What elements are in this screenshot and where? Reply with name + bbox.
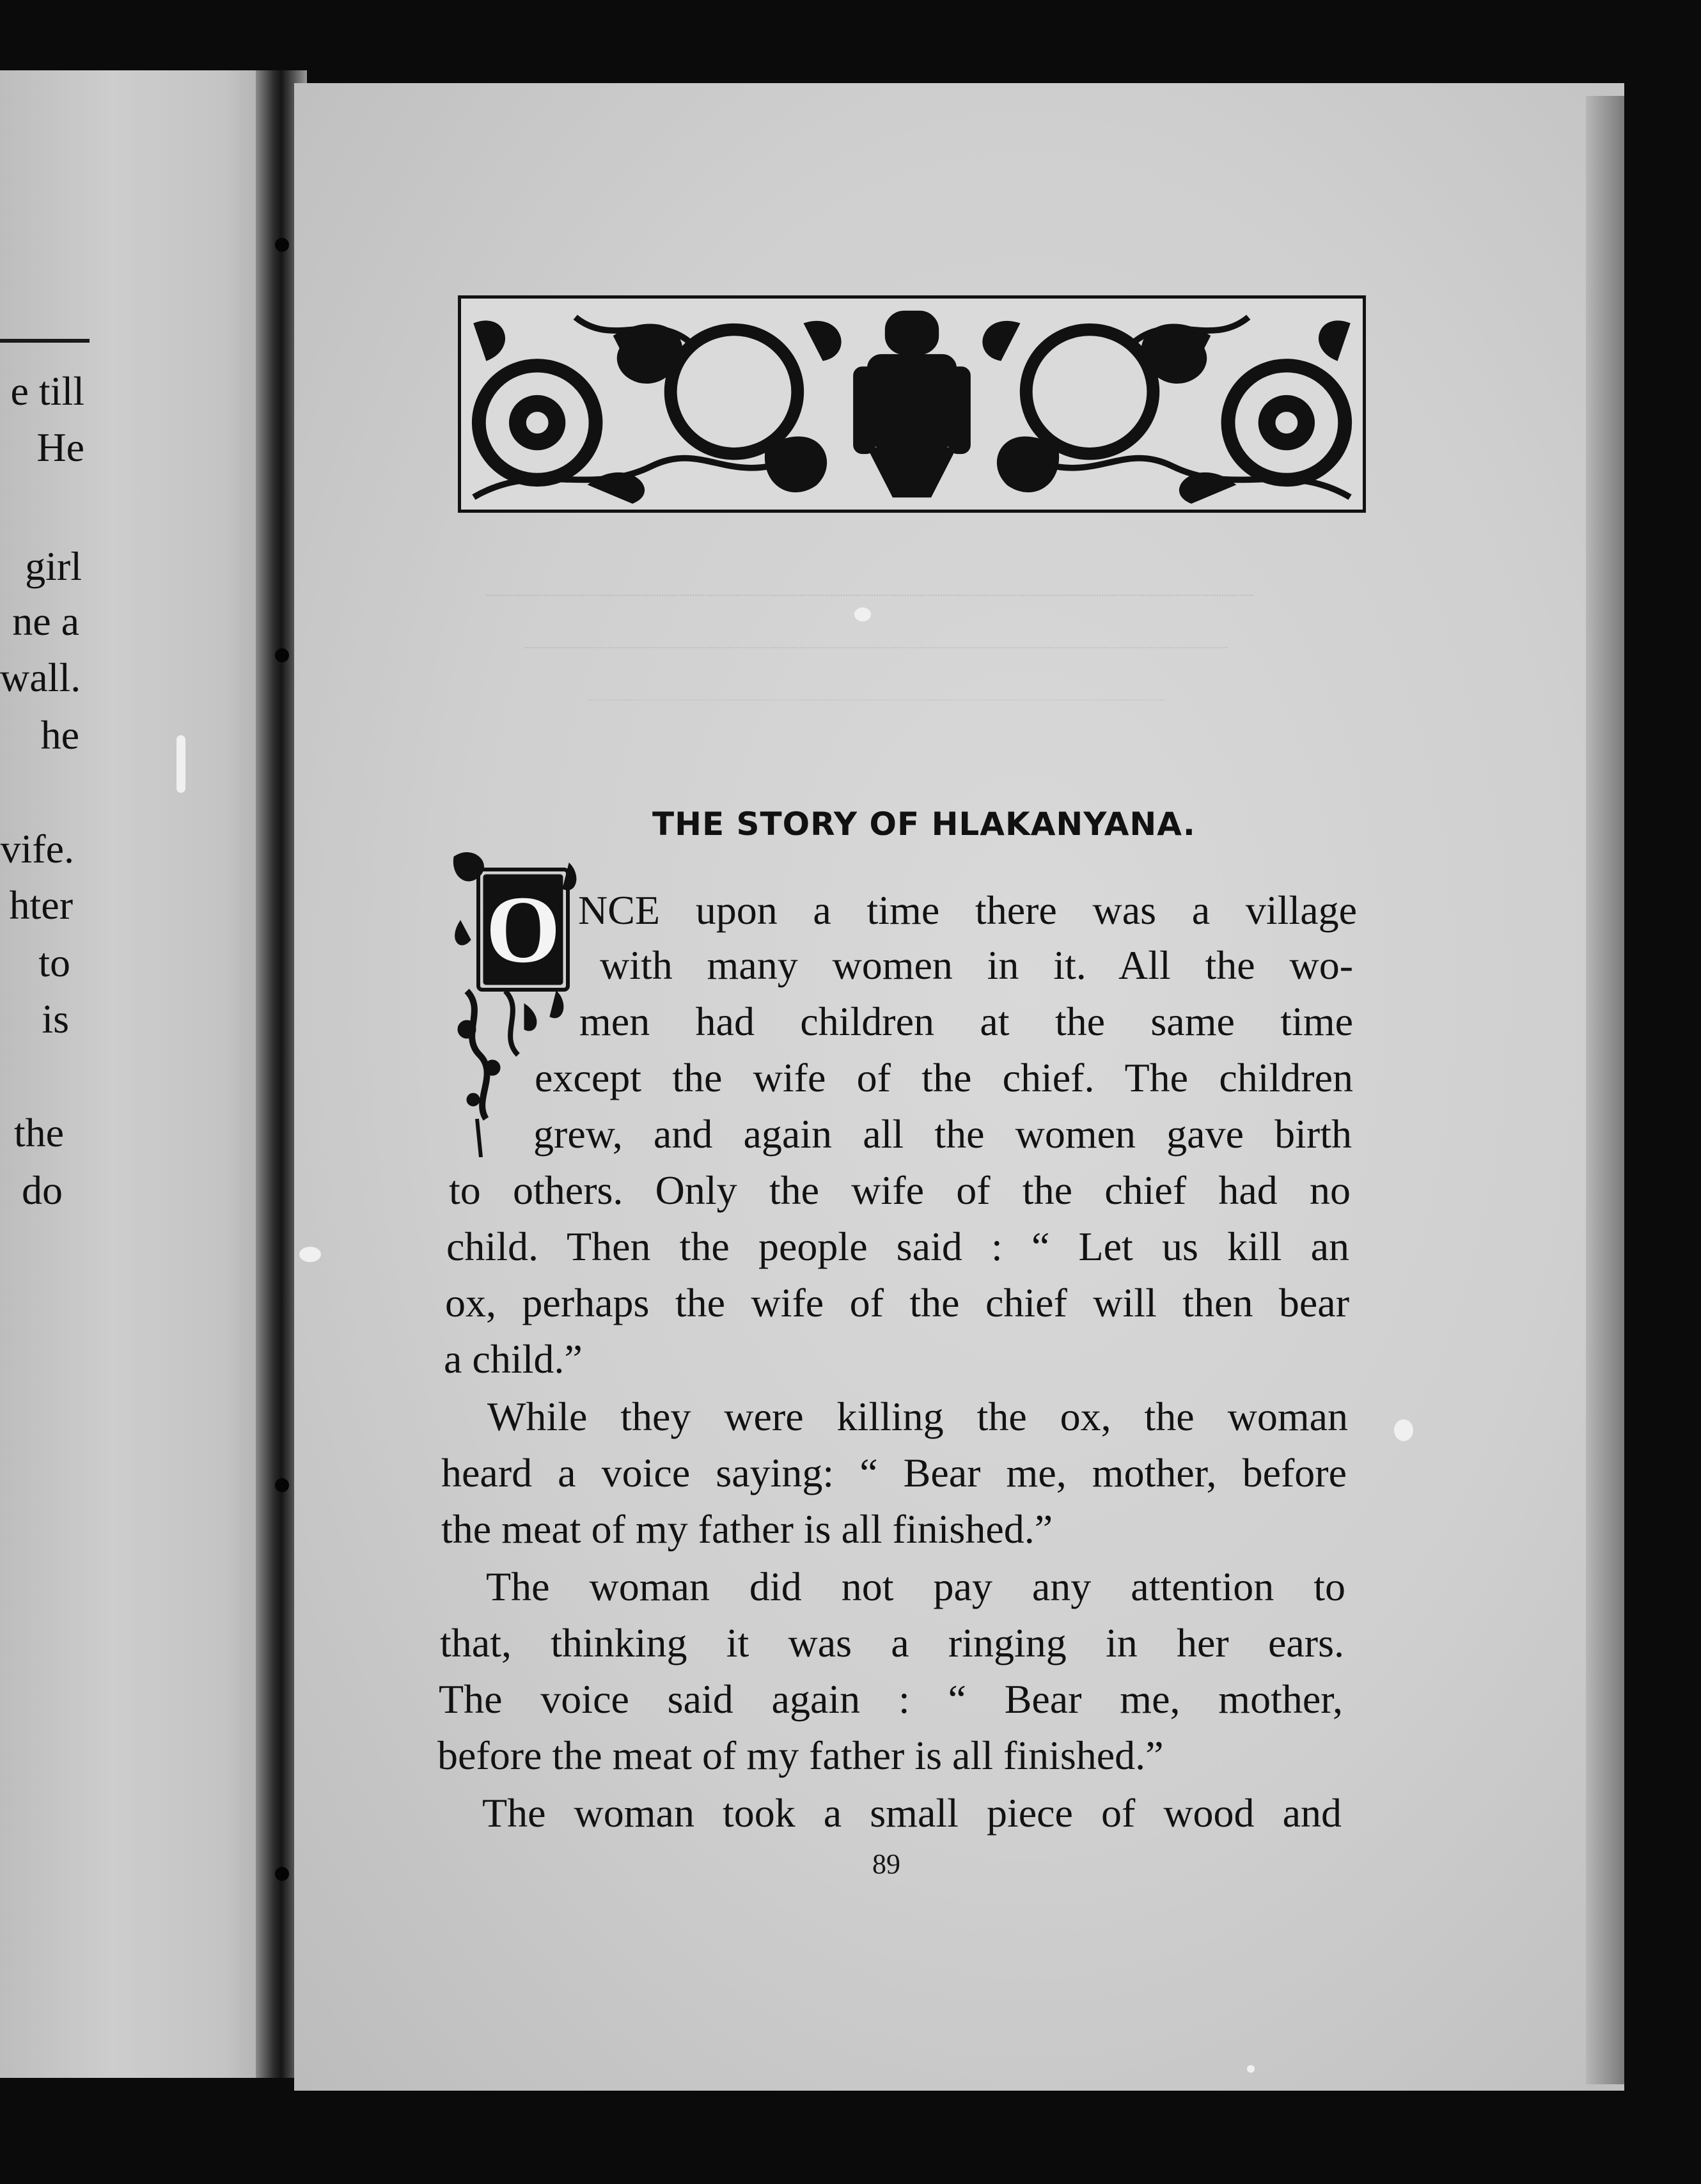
body-line: ox, perhaps the wife of the chief will then bear: [445, 1280, 1349, 1325]
drop-cap-letter: O: [485, 877, 561, 983]
ornamental-drop-cap: [448, 844, 582, 1157]
body-line: to others. Only the wife of the chief had no: [449, 1167, 1351, 1213]
binding-stitch: [275, 238, 289, 252]
left-fragment: He: [36, 425, 84, 470]
binding-stitch: [275, 1478, 289, 1492]
left-page-rule: [0, 339, 90, 343]
headpiece-ornament-graphic: [461, 299, 1363, 510]
body-line: the meat of my father is all finished.”: [441, 1506, 1053, 1552]
binding-stitch: [275, 1867, 289, 1881]
body-line: The woman took a small piece of wood and: [482, 1790, 1342, 1836]
left-fragment: ne a: [12, 598, 79, 644]
left-fragment: girl: [25, 543, 82, 589]
left-fragment: the: [13, 1110, 64, 1155]
scan-speck: [1247, 2065, 1255, 2073]
bleed-through-texture: [486, 543, 1381, 735]
scan-speck: [176, 735, 185, 793]
scan-speck: [299, 1247, 321, 1262]
body-line: The voice said again : “ Bear me, mother,: [439, 1676, 1343, 1722]
scan-speck: [854, 607, 871, 621]
left-fragment: to: [38, 940, 70, 985]
body-line: men had children at the same time: [579, 999, 1353, 1044]
body-line: except the wife of the chief. The children: [535, 1055, 1353, 1100]
left-fragment: e till: [10, 368, 84, 414]
ornamental-headpiece: [458, 295, 1366, 513]
body-line: with many women in it. All the wo-: [600, 942, 1353, 988]
body-line: before the meat of my father is all finished.”: [437, 1733, 1164, 1778]
body-line: While they were killing the ox, the woman: [487, 1394, 1348, 1439]
body-line: heard a voice saying: “ Bear me, mother, before: [441, 1450, 1347, 1495]
left-fragment: is: [42, 996, 69, 1041]
left-fragment: hter: [9, 882, 73, 928]
body-line: NCE upon a time there was a village: [578, 887, 1357, 933]
left-fragment: he: [40, 712, 79, 758]
body-line: grew, and again all the women gave birth: [533, 1111, 1352, 1157]
story-title: THE STORY OF HLAKANYANA.: [652, 806, 1196, 843]
body-line: The woman did not pay any attention to: [486, 1564, 1345, 1609]
body-line: a child.”: [444, 1336, 583, 1382]
body-line: child. Then the people said : “ Let us kill an: [446, 1224, 1349, 1269]
left-fragment: wall.: [0, 655, 81, 700]
body-line: that, thinking it was a ringing in her ears.: [440, 1620, 1344, 1665]
left-fragment: do: [22, 1167, 63, 1213]
page-edge-shadow: [1586, 96, 1624, 2084]
page-number: 89: [872, 1848, 900, 1880]
binding-stitch: [275, 648, 289, 662]
scan-speck: [1394, 1419, 1413, 1441]
left-fragment: vife.: [0, 826, 74, 871]
